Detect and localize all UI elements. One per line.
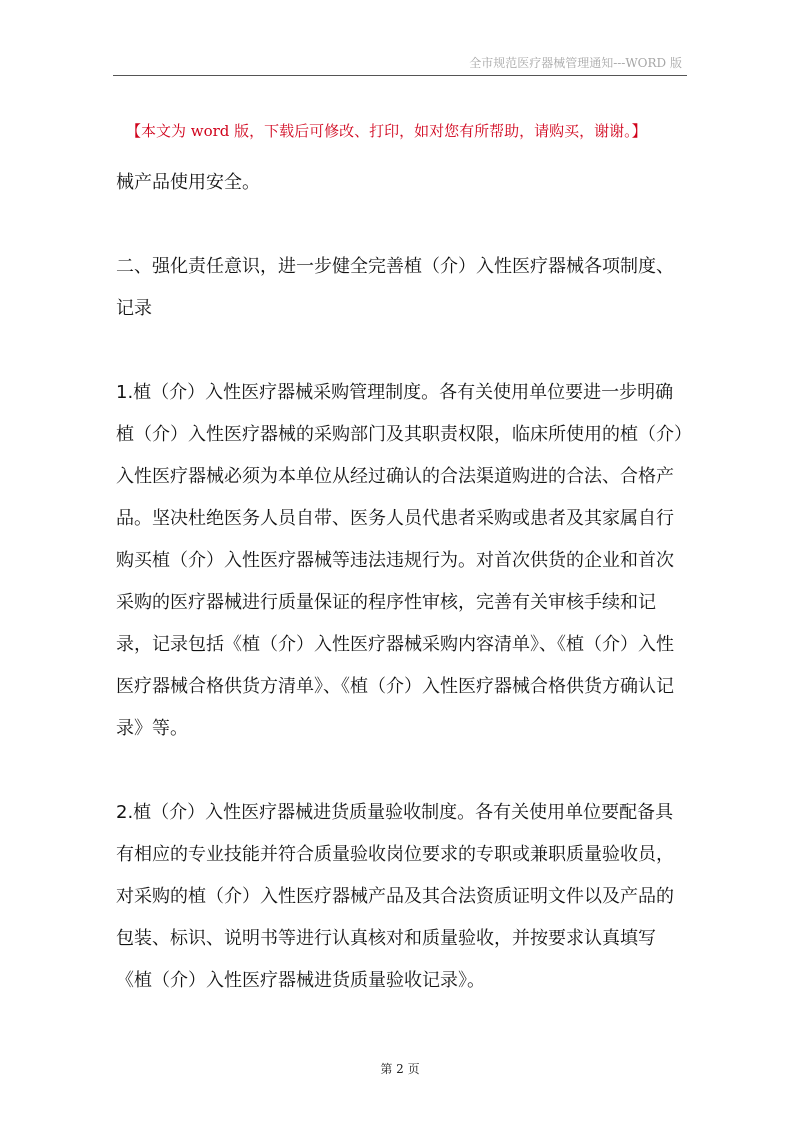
page-number: 第 2 页 xyxy=(380,1062,420,1076)
paragraph-gap xyxy=(116,204,690,246)
intro-fragment: 械产品使用安全。 xyxy=(116,172,260,193)
paragraph-gap xyxy=(116,750,690,792)
paragraph-procurement: 1.植（介）入性医疗器械采购管理制度。各有关使用单位要进一步明确植（介）入性医疗器械的采购部门及其职责权限，临床所使用的植（介）入性医疗器械必须为本单位从经过确认的合法渠道购进的合法、合格产品。坚决杜绝医务人员自带、医务人员代患者采购或患者及其家属自行购买植（介）入性医疗器械等违法违规行为。对首次供货的企业和首次采购的医疗器械进行质量保证的程序性审核，完善有关审核手续和记录，记录包括《植（介）入性医疗器械采购内容清单》、《植（介）入性医疗器械合格供货方清单》、《植（介）入性医疗器械合格供货方确认记录》等。 xyxy=(116,382,683,739)
header-divider xyxy=(113,75,687,76)
section-heading: 二、强化责任意识，进一步健全完善植（介）入性医疗器械各项制度、记录 xyxy=(116,256,674,319)
paragraph-inspection: 2.植（介）入性医疗器械进货质量验收制度。各有关使用单位要配备具有相应的专业技能并符合质量验收岗位要求的专职或兼职质量验收员，对采购的植（介）入性医疗器械产品及其合法资质证明文件以及产品的包装、标识、说明书等进行认真核对和质量验收，并按要求认真填写《植（介）入性医疗器械进货质量验收记录》。 xyxy=(116,802,674,991)
paragraph-gap xyxy=(116,330,690,372)
download-notice: 【本文为 word 版，下载后可修改、打印，如对您有所帮助，请购买，谢谢。】 xyxy=(126,122,647,140)
document-body xyxy=(116,162,690,1002)
running-header: 全市规范医疗器械管理通知---WORD 版 xyxy=(469,56,682,70)
